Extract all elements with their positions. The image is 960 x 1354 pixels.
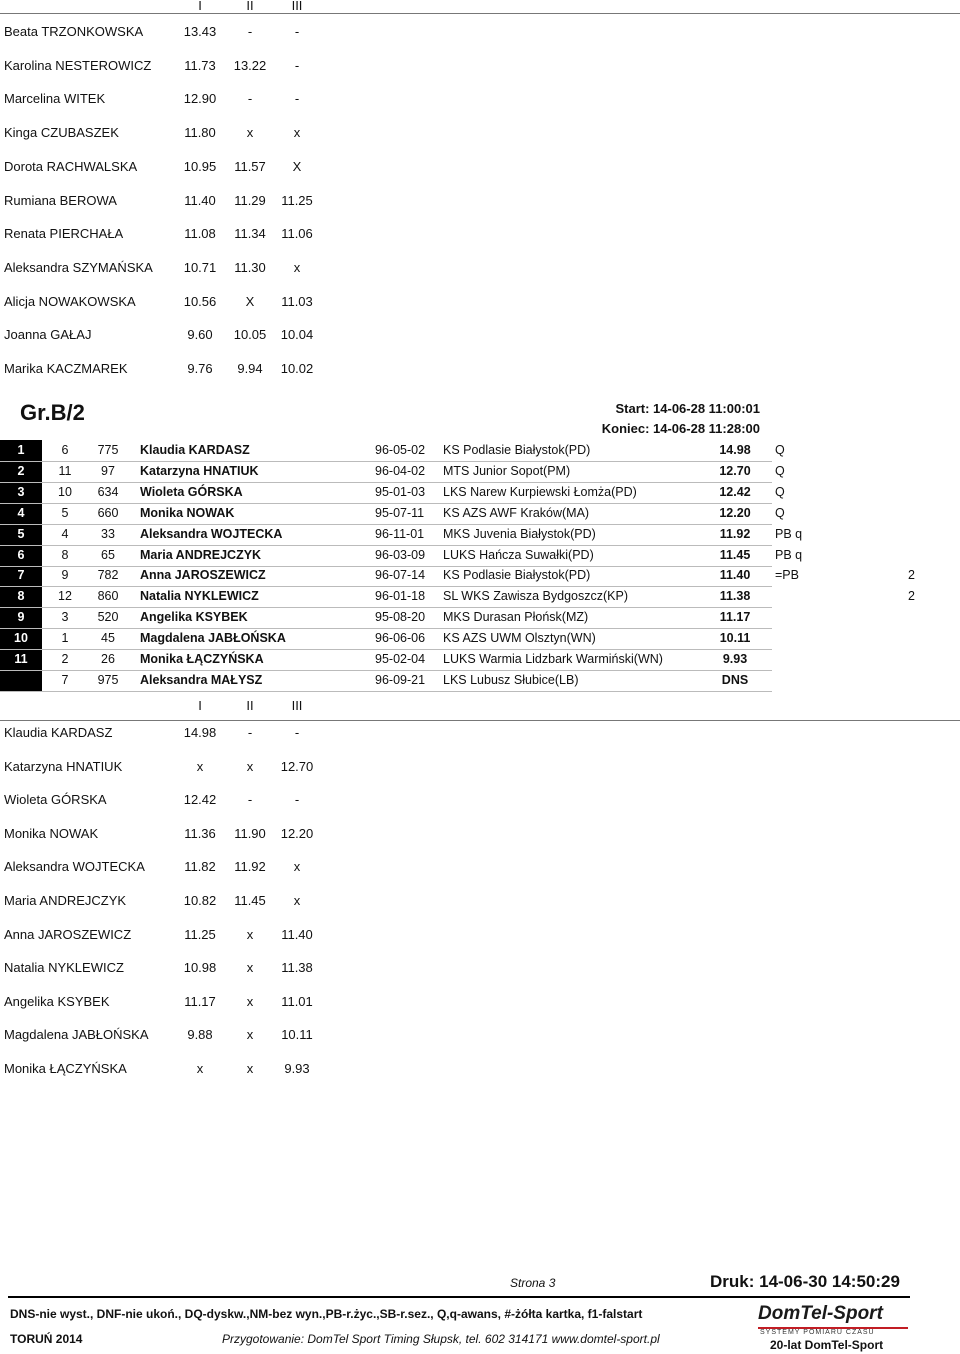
result-bib: 2 bbox=[61, 652, 69, 666]
result-q: Q bbox=[775, 505, 785, 520]
result-q: PB q bbox=[775, 547, 803, 562]
prepared-by: Przygotowanie: DomTel Sport Timing Słupsk, tel. 602 314171 www.domtel-sport.pl bbox=[222, 1332, 660, 1346]
result-name: Anna JAROSZEWICZ bbox=[140, 568, 266, 583]
result-result: 12.20 bbox=[719, 505, 751, 520]
result-no: 975 bbox=[97, 672, 119, 687]
athlete-name: Katarzyna HNATIUK bbox=[4, 758, 123, 774]
result-dob: 96-05-02 bbox=[375, 443, 426, 457]
attempt-header: I bbox=[198, 698, 202, 713]
result-dob: 95-01-03 bbox=[375, 484, 426, 499]
attempt-value: 9.88 bbox=[187, 1027, 213, 1043]
result-bib: 9 bbox=[61, 568, 69, 583]
result-bib: 5 bbox=[61, 505, 69, 520]
result-dob: 95-07-11 bbox=[375, 505, 425, 520]
result-name: Klaudia KARDASZ bbox=[140, 443, 250, 457]
result-result: 10.11 bbox=[719, 631, 751, 646]
result-place: 3 bbox=[17, 484, 25, 499]
anniversary-text: 20-lat DomTel-Sport bbox=[770, 1338, 884, 1352]
athlete-name: Alicja NOWAKOWSKA bbox=[4, 293, 136, 309]
attempt-value: x bbox=[196, 1061, 204, 1076]
result-name: Aleksandra WOJTECKA bbox=[140, 526, 283, 541]
attempt-value: 11.25 bbox=[281, 192, 313, 208]
attempt-value: 12.70 bbox=[280, 758, 314, 774]
attempt-value: 13.22 bbox=[233, 57, 267, 73]
print-timestamp: Druk: 14-06-30 14:50:29 bbox=[710, 1272, 900, 1291]
result-place: 2 bbox=[17, 463, 25, 478]
result-club: SL WKS Zawisza Bydgoszcz(KP) bbox=[443, 589, 629, 604]
result-q: =PB bbox=[775, 568, 799, 583]
result-name: Katarzyna HNATIUK bbox=[140, 463, 259, 478]
attempt-value: 10.56 bbox=[183, 293, 217, 309]
athlete-name: Renata PIERCHAŁA bbox=[4, 226, 124, 242]
athlete-name: Magdalena JABŁOŃSKA bbox=[4, 1027, 149, 1043]
result-result: DNS bbox=[721, 672, 749, 687]
attempt-value: 10.82 bbox=[183, 893, 217, 908]
attempt-value: 11.06 bbox=[281, 226, 313, 242]
attempt-value: 11.03 bbox=[281, 293, 313, 309]
result-club: LUKS Hańcza Suwałki(PD) bbox=[443, 547, 594, 562]
result-name: Magdalena JABŁOŃSKA bbox=[140, 631, 286, 646]
athlete-name: Maria ANDREJCZYK bbox=[4, 893, 127, 908]
result-club: MKS Juvenia Białystok(PD) bbox=[443, 526, 596, 541]
result-place: 8 bbox=[17, 589, 25, 604]
result-club: LKS Lubusz Słubice(LB) bbox=[443, 672, 579, 687]
attempts-header-divider bbox=[0, 720, 960, 721]
attempt-value: 11.80 bbox=[184, 125, 216, 141]
attempt-value: 11.40 bbox=[281, 926, 313, 942]
result-q: Q bbox=[775, 443, 785, 457]
attempt-value: x bbox=[196, 758, 204, 774]
end-time: Koniec: 14-06-28 11:28:00 bbox=[601, 421, 760, 436]
result-row bbox=[0, 670, 772, 692]
result-row bbox=[0, 461, 785, 483]
attempt-value: 11.45 bbox=[234, 893, 266, 908]
attempt-header: II bbox=[246, 698, 254, 713]
attempt-value: - bbox=[247, 792, 253, 808]
attempt-value: 9.94 bbox=[237, 361, 263, 376]
attempt-value: 11.29 bbox=[234, 192, 266, 208]
result-no: 65 bbox=[101, 547, 115, 562]
attempt-value: X bbox=[292, 158, 302, 174]
attempt-value: 10.71 bbox=[183, 259, 217, 275]
result-row bbox=[0, 524, 803, 546]
result-row bbox=[0, 586, 915, 608]
result-dob: 95-02-04 bbox=[375, 652, 426, 666]
attempt-value: X bbox=[245, 293, 255, 309]
footer-divider bbox=[8, 1296, 910, 1298]
attempt-value: 11.57 bbox=[234, 158, 266, 174]
result-bib: 10 bbox=[58, 484, 72, 499]
attempt-value: - bbox=[247, 24, 253, 39]
result-q: Q bbox=[775, 463, 785, 478]
result-row bbox=[0, 482, 785, 504]
attempt-value: - bbox=[294, 91, 300, 107]
result-name: Aleksandra MAŁYSZ bbox=[140, 672, 263, 687]
attempt-value: - bbox=[247, 91, 253, 107]
result-row bbox=[0, 565, 915, 587]
attempt-value: x bbox=[293, 125, 301, 141]
result-q: PB q bbox=[775, 526, 803, 541]
attempt-value: 11.73 bbox=[184, 57, 216, 73]
result-no: 45 bbox=[101, 631, 115, 646]
attempt-value: x bbox=[246, 960, 254, 976]
result-dob: 96-07-14 bbox=[375, 568, 426, 583]
result-no: 33 bbox=[101, 526, 115, 541]
result-dob: 95-08-20 bbox=[375, 610, 426, 625]
attempt-value: 11.17 bbox=[184, 993, 216, 1009]
attempt-header: II bbox=[246, 0, 254, 13]
result-bib: 1 bbox=[61, 631, 69, 646]
athlete-name: Anna JAROSZEWICZ bbox=[4, 926, 132, 942]
result-name: Angelika KSYBEK bbox=[140, 610, 248, 625]
result-result: 12.70 bbox=[719, 463, 751, 478]
event-city: TORUŃ 2014 bbox=[10, 1332, 83, 1346]
result-result: 11.38 bbox=[719, 589, 751, 604]
attempt-value: 11.38 bbox=[281, 960, 313, 976]
attempt-value: 10.11 bbox=[281, 1027, 313, 1043]
result-result: 11.92 bbox=[719, 526, 751, 541]
result-no: 520 bbox=[97, 610, 119, 625]
attempt-value: 11.90 bbox=[234, 825, 266, 841]
result-result: 9.93 bbox=[722, 652, 748, 666]
athlete-name: Angelika KSYBEK bbox=[4, 993, 110, 1009]
athlete-name: Aleksandra WOJTECKA bbox=[4, 859, 145, 875]
result-name: Monika NOWAK bbox=[140, 505, 235, 520]
attempt-value: 11.08 bbox=[184, 226, 216, 242]
domtel-logo bbox=[758, 1305, 908, 1335]
attempt-value: 13.43 bbox=[183, 24, 217, 39]
result-x: 2 bbox=[908, 589, 915, 604]
attempt-value: 9.93 bbox=[284, 1061, 310, 1076]
result-club: LKS Narew Kurpiewski Łomża(PD) bbox=[443, 484, 637, 499]
start-time: Start: 14-06-28 11:00:01 bbox=[615, 401, 760, 416]
group-title: Gr.B/2 bbox=[20, 400, 85, 425]
athlete-name: Joanna GAŁAJ bbox=[4, 327, 92, 343]
attempt-value: - bbox=[294, 24, 300, 39]
attempt-value: 14.98 bbox=[183, 725, 217, 740]
attempt-header: I bbox=[198, 0, 202, 13]
result-bib: 6 bbox=[61, 443, 69, 457]
result-club: KS AZS UWM Olsztyn(WN) bbox=[443, 631, 596, 646]
result-result: 11.40 bbox=[719, 568, 751, 583]
attempt-value: x bbox=[246, 1027, 254, 1043]
attempt-value: x bbox=[246, 125, 254, 141]
page-number: Strona 3 bbox=[510, 1276, 556, 1290]
attempt-value: 9.60 bbox=[187, 327, 213, 343]
attempt-value: 11.25 bbox=[184, 926, 216, 942]
attempt-value: x bbox=[293, 259, 301, 275]
result-no: 775 bbox=[97, 443, 119, 457]
result-row bbox=[0, 649, 772, 671]
result-name: Natalia NYKLEWICZ bbox=[140, 589, 259, 604]
athlete-name: Klaudia KARDASZ bbox=[4, 725, 113, 740]
attempt-value: 9.76 bbox=[187, 361, 213, 376]
athlete-name: Marcelina WITEK bbox=[4, 91, 106, 107]
result-no: 634 bbox=[97, 484, 119, 499]
result-place: 1 bbox=[17, 443, 25, 457]
attempt-value: 11.40 bbox=[184, 192, 216, 208]
athlete-name: Natalia NYKLEWICZ bbox=[4, 960, 124, 976]
result-no: 26 bbox=[101, 652, 115, 666]
athlete-name: Kinga CZUBASZEK bbox=[4, 125, 119, 141]
athlete-name: Dorota RACHWALSKA bbox=[4, 158, 138, 174]
result-row bbox=[0, 628, 772, 650]
result-place: 6 bbox=[17, 547, 25, 562]
result-result: 12.42 bbox=[719, 484, 751, 499]
attempt-value: 12.90 bbox=[183, 91, 217, 107]
result-dob: 96-11-01 bbox=[375, 526, 425, 541]
attempt-value: - bbox=[294, 792, 300, 808]
attempt-value: x bbox=[246, 758, 254, 774]
result-result: 11.45 bbox=[719, 547, 751, 562]
result-place: 4 bbox=[17, 505, 25, 520]
result-place: 11 bbox=[14, 652, 28, 666]
result-dob: 96-01-18 bbox=[375, 589, 426, 604]
attempt-value: x bbox=[246, 1061, 254, 1076]
result-no: 782 bbox=[97, 568, 119, 583]
result-dob: 96-03-09 bbox=[375, 547, 426, 562]
logo-main-text: DomTel-Sport bbox=[758, 1303, 883, 1324]
result-row bbox=[0, 440, 785, 462]
attempt-value: 11.34 bbox=[234, 226, 266, 242]
attempt-value: 11.82 bbox=[184, 859, 216, 875]
athlete-name: Monika ŁĄCZYŃSKA bbox=[4, 1061, 127, 1076]
attempt-value: 10.98 bbox=[183, 960, 217, 976]
attempt-value: 10.95 bbox=[183, 158, 217, 174]
attempt-value: 10.05 bbox=[233, 327, 267, 343]
attempt-value: 11.36 bbox=[184, 825, 216, 841]
athlete-name: Aleksandra SZYMAŃSKA bbox=[4, 259, 153, 275]
athlete-name: Karolina NESTEROWICZ bbox=[4, 57, 152, 73]
result-bib: 4 bbox=[61, 526, 69, 541]
result-place: 7 bbox=[17, 568, 25, 583]
result-place: 5 bbox=[17, 526, 25, 541]
result-row bbox=[0, 545, 803, 567]
result-row bbox=[0, 503, 785, 525]
attempt-value: - bbox=[294, 725, 300, 740]
result-club: MTS Junior Sopot(PM) bbox=[443, 463, 571, 478]
attempt-value: 11.01 bbox=[281, 993, 313, 1009]
result-x: 2 bbox=[908, 568, 915, 583]
result-row bbox=[0, 607, 772, 629]
result-result: 14.98 bbox=[719, 443, 751, 457]
attempt-value: 10.04 bbox=[280, 327, 314, 343]
result-dob: 96-04-02 bbox=[375, 463, 426, 478]
result-name: Maria ANDREJCZYK bbox=[140, 547, 262, 562]
attempts-header-divider bbox=[0, 13, 960, 14]
attempt-value: 11.30 bbox=[234, 259, 266, 275]
attempt-value: x bbox=[293, 893, 301, 908]
result-bib: 8 bbox=[61, 547, 69, 562]
result-q: Q bbox=[775, 484, 785, 499]
attempt-value: x bbox=[246, 993, 254, 1009]
result-no: 660 bbox=[97, 505, 119, 520]
legend-text: DNS-nie wyst., DNF-nie ukoń., DQ-dyskw.,NM-bez wyn.,PB-r.życ.,SB-r.sez., Q,q-awans, #-żółta kartka, f1-falstart bbox=[10, 1307, 643, 1321]
result-dob: 96-06-06 bbox=[375, 631, 426, 646]
result-place: 10 bbox=[14, 631, 28, 646]
result-result: 11.17 bbox=[719, 610, 751, 625]
athlete-name: Monika NOWAK bbox=[4, 825, 99, 841]
result-place: 9 bbox=[17, 610, 25, 625]
attempt-value: 12.42 bbox=[183, 792, 217, 808]
result-bib: 3 bbox=[61, 610, 69, 625]
result-no: 860 bbox=[97, 589, 119, 604]
athlete-name: Wioleta GÓRSKA bbox=[4, 792, 107, 808]
logo-subtitle: SYSTEMY POMIARU CZASU bbox=[760, 1329, 875, 1336]
result-club: MKS Durasan Płońsk(MZ) bbox=[443, 610, 589, 625]
result-name: Wioleta GÓRSKA bbox=[140, 484, 243, 499]
athlete-name: Beata TRZONKOWSKA bbox=[4, 24, 144, 39]
attempt-value: - bbox=[294, 57, 300, 73]
result-bib: 12 bbox=[58, 589, 72, 604]
attempt-value: 12.20 bbox=[280, 825, 314, 841]
result-club: KS Podlasie Białystok(PD) bbox=[443, 443, 591, 457]
attempt-value: x bbox=[246, 926, 254, 942]
result-club: KS AZS AWF Kraków(MA) bbox=[443, 505, 590, 520]
attempt-value: 10.02 bbox=[280, 361, 314, 376]
result-no: 97 bbox=[101, 463, 115, 478]
attempt-header: III bbox=[291, 0, 303, 13]
athlete-name: Rumiana BEROWA bbox=[4, 192, 117, 208]
result-club: LUKS Warmia Lidzbark Warmiński(WN) bbox=[443, 652, 663, 666]
result-name: Monika ŁĄCZYŃSKA bbox=[140, 652, 264, 666]
result-bib: 11 bbox=[58, 463, 72, 478]
attempt-value: 11.92 bbox=[234, 859, 266, 875]
result-dob: 96-09-21 bbox=[375, 672, 426, 687]
athlete-name: Marika KACZMAREK bbox=[4, 361, 128, 376]
result-bib: 7 bbox=[61, 672, 69, 687]
result-club: KS Podlasie Białystok(PD) bbox=[443, 568, 591, 583]
attempt-value: x bbox=[293, 859, 301, 875]
attempt-value: - bbox=[247, 725, 253, 740]
attempt-header: III bbox=[291, 698, 303, 713]
